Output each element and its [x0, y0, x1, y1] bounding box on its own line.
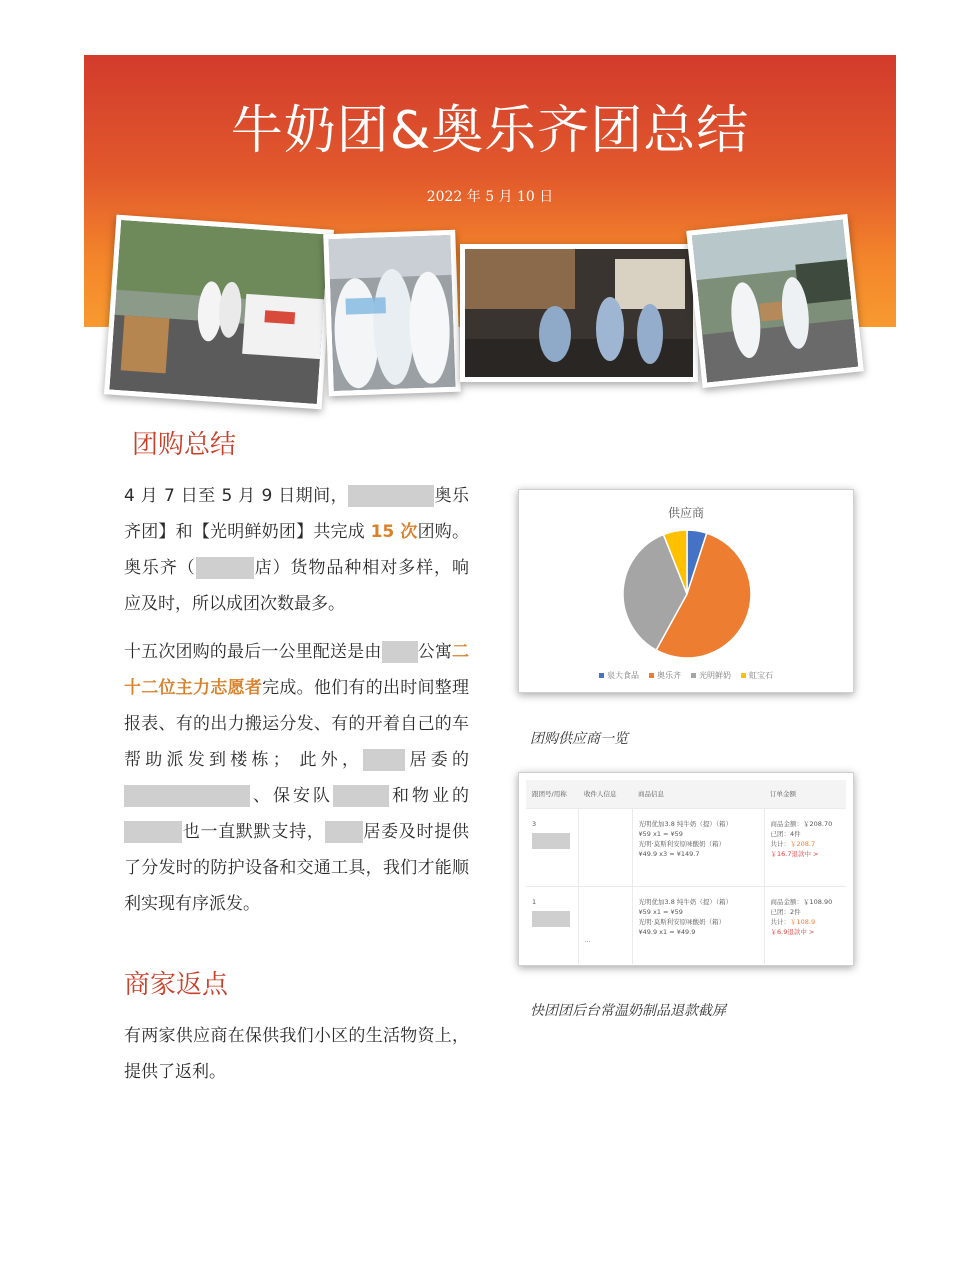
legend-label: 泉大食品 [607, 671, 639, 680]
pie-caption: 团购供应商一览 [530, 731, 628, 747]
p2-text-e: 、保安队 [250, 786, 333, 806]
photo-night-distribution [460, 244, 698, 382]
table-header: 订单金额 [764, 780, 846, 808]
p1-text-c: 团购。奥乐齐（ [124, 522, 470, 578]
redacted-block [196, 557, 254, 579]
redacted-block [124, 785, 250, 807]
redacted-block [348, 485, 434, 507]
summary-paragraph-1 [124, 478, 469, 622]
redacted-block [385, 749, 405, 771]
photo-volunteers-group [323, 230, 461, 397]
table-header: 商品信息 [632, 780, 764, 808]
group-number: 1 [532, 897, 537, 906]
refund-screenshot-card [518, 772, 854, 966]
order-amount: 商品金额：￥108.90 [770, 897, 833, 906]
supplier-pie-card [518, 489, 854, 693]
table-header: 跟团号/用称 [526, 780, 578, 808]
section-heading-group-buy-summary: 团购总结 [132, 430, 237, 460]
item-line: 光明·莫斯利安原味酸奶（箱） [638, 917, 726, 926]
page-title: 牛奶团&奥乐齐团总结 [230, 101, 750, 161]
order-joined: 已团：4件 [770, 829, 801, 838]
summary-paragraph-2 [124, 634, 469, 922]
p1-text-b: 奥乐齐团】和【光明鲜奶团】共完成 [124, 486, 470, 542]
redacted-block [333, 785, 389, 807]
volunteer-count: 二十二位主力志愿者 [124, 642, 470, 698]
redacted-block [532, 833, 570, 849]
p2-text-c: 完成。他们有的出时间整理报表、有的出力搬运分发、有的开着自己的车帮助派发到楼栋； 此外， [124, 678, 470, 770]
p2-text-h: 居委及时提供了分发时的防护设备和交通工具，我们才能顺利实现有序派发。 [124, 822, 470, 914]
redacted-block [325, 821, 363, 843]
legend-item [599, 671, 639, 680]
total-label: 共计： [770, 917, 790, 926]
item-line: 光明优加3.8 纯牛奶（提）（箱） [638, 897, 733, 906]
refund-table [526, 780, 846, 964]
legend-item [691, 671, 731, 680]
legend-item [649, 671, 681, 680]
more-indicator: ... [584, 935, 591, 944]
order-joined: 已团：2件 [770, 907, 801, 916]
item-line: ¥49.9 x1 = ¥49.9 [638, 927, 696, 936]
table-row [526, 808, 846, 886]
section-heading-merchant-rebate: 商家返点 [124, 970, 229, 1000]
redacted-block [363, 749, 385, 771]
p1-text-a: 4 月 7 日至 5 月 9 日期间， [124, 486, 349, 506]
supplier-pie-chart [519, 490, 855, 694]
chart-legend [519, 670, 853, 681]
p2-text-b: 公寓 [417, 642, 453, 662]
item-line: ¥59 x1 = ¥59 [638, 907, 683, 916]
rebate-paragraph: 有两家供应商在保供我们小区的生活物资上，提供了返利。 [124, 1026, 469, 1082]
redacted-block [382, 641, 418, 663]
p1-text-d: 店）货物品种相对多样，响应及时，所以成团次数最多。 [124, 558, 469, 614]
legend-label: 光明鲜奶 [699, 671, 731, 680]
total-label: 共计： [770, 839, 790, 848]
legend-swatch [691, 673, 696, 678]
p2-text-a: 十五次团购的最后一公里配送是由 [124, 642, 382, 662]
legend-swatch [649, 673, 654, 678]
group-buy-count: 15 次 [370, 522, 418, 542]
group-number: 3 [532, 819, 537, 828]
order-total: ￥108.9 [790, 917, 816, 926]
order-amount: 商品金额：￥208.70 [770, 819, 833, 828]
table-caption: 快团团后台常温奶制品退款截屏 [530, 1003, 726, 1019]
item-line: 光明优加3.8 纯牛奶（提）（箱） [638, 819, 733, 828]
legend-swatch [741, 673, 746, 678]
item-line: 光明·莫斯利安原味酸奶（箱） [638, 839, 726, 848]
table-row [526, 886, 846, 964]
p2-text-g: 也一直默默支持， [182, 822, 325, 842]
p2-text-d: 居委的 [405, 750, 470, 770]
item-line: ¥49.9 x3 = ¥149.7 [638, 849, 700, 858]
item-line: ¥59 x1 = ¥59 [638, 829, 683, 838]
legend-swatch [599, 673, 604, 678]
refund-status: ￥6.9退款中 > [770, 927, 815, 936]
table-header: 收件人信息 [578, 780, 632, 808]
chart-title: 供应商 [667, 506, 704, 520]
refund-status: ￥16.7退款中 > [770, 849, 819, 858]
photo-volunteers-carrying [686, 214, 864, 388]
legend-label: 奥乐齐 [657, 671, 681, 680]
order-total: ￥208.7 [790, 839, 816, 848]
legend-item [741, 671, 773, 680]
p2-text-f: 和物业的 [389, 786, 469, 806]
legend-label: 虹宝石 [749, 671, 773, 680]
redacted-block [532, 911, 570, 927]
photo-volunteers-van [104, 215, 334, 410]
redacted-block [124, 821, 182, 843]
page-date: 2022 年 5 月 10 日 [426, 189, 554, 205]
